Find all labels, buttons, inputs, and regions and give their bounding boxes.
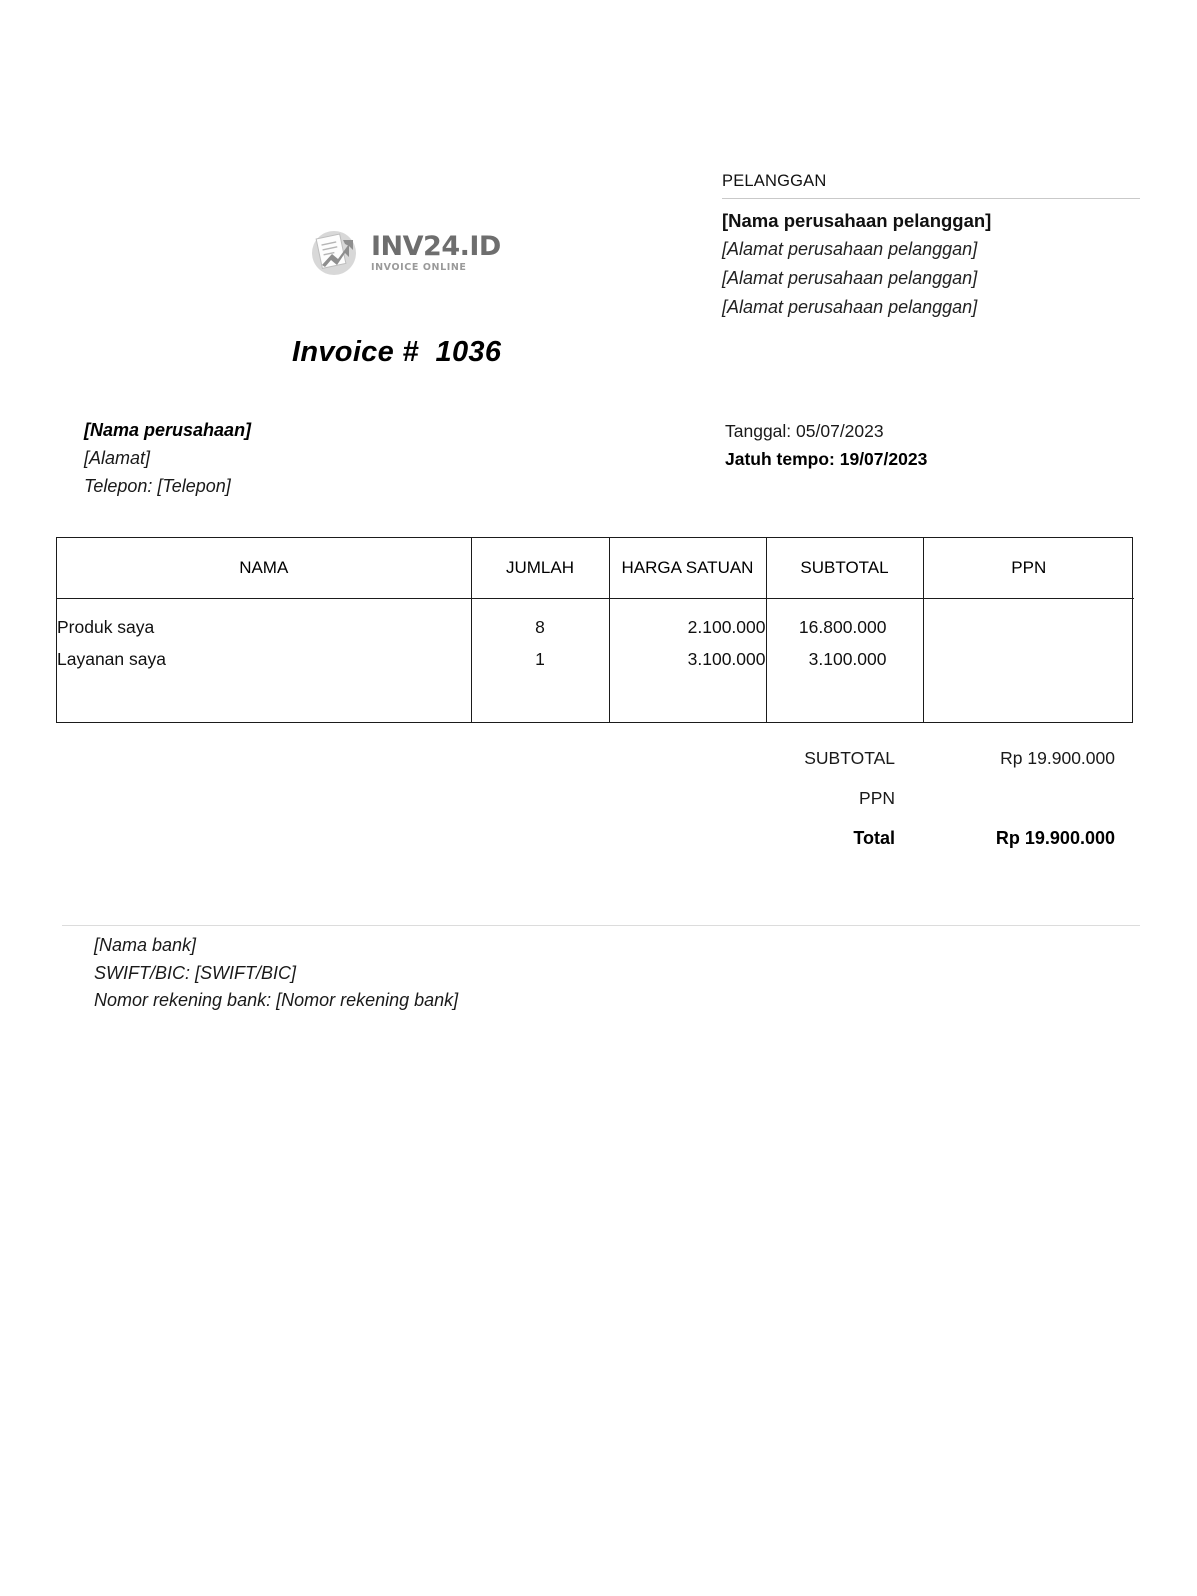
item-subtotal: 16.800.000 (798, 617, 887, 637)
cell-jumlah-group (471, 599, 609, 723)
item-name: Produk saya (57, 617, 155, 637)
item-unit-price: 3.100.000 (687, 648, 766, 669)
item-quantity: 8 (535, 617, 545, 637)
dates-block (725, 417, 1145, 474)
column-header-ppn: PPN (923, 538, 1134, 599)
cell-ppn-group (923, 599, 1134, 723)
subtotal-label: SUBTOTAL (804, 748, 895, 768)
customer-heading: PELANGGAN (722, 172, 827, 190)
invoice-title: Invoice # 1036 (292, 336, 502, 368)
column-header-jumlah: JUMLAH (471, 538, 609, 599)
footer-divider (62, 925, 1140, 926)
bank-name: [Nama bank] (94, 935, 197, 955)
column-header-subtotal: SUBTOTAL (766, 538, 923, 599)
bank-swift: SWIFT/BIC: [SWIFT/BIC] (94, 962, 296, 983)
brand-tagline: INVOICE ONLINE (371, 262, 467, 274)
items-table (56, 537, 1133, 723)
cell-subtotal-group (766, 599, 923, 723)
customer-divider (722, 198, 1140, 199)
totals-row-subtotal (700, 748, 1115, 788)
customer-company: [Nama perusahaan pelanggan] (722, 210, 992, 231)
customer-block (722, 172, 1142, 322)
sender-address: [Alamat] (84, 447, 151, 468)
totals-row-total (700, 828, 1115, 868)
cell-nama-group (57, 599, 471, 723)
sender-company: [Nama perusahaan] (84, 420, 252, 440)
bank-details-block (94, 932, 794, 1015)
document-arrow-up-icon (305, 224, 363, 282)
customer-address-line: [Alamat perusahaan pelanggan] (722, 238, 978, 259)
total-label: Total (853, 828, 895, 848)
brand-name: INV24.ID (371, 231, 501, 263)
totals-row-ppn (700, 788, 1115, 828)
total-value: Rp 19.900.000 (995, 828, 1115, 848)
column-header-nama: NAMA (57, 538, 471, 599)
ppn-label: PPN (859, 788, 895, 808)
issue-date: Tanggal: 05/07/2023 (725, 421, 884, 441)
item-quantity: 1 (535, 648, 545, 669)
due-date: Jatuh tempo: 19/07/2023 (725, 449, 928, 470)
column-header-harga-satuan: HARGA SATUAN (609, 538, 766, 599)
cell-harga-group (609, 599, 766, 723)
table-row (57, 599, 1134, 723)
item-unit-price: 2.100.000 (687, 617, 766, 637)
subtotal-value: Rp 19.900.000 (1000, 748, 1115, 768)
bank-account-number: Nomor rekening bank: [Nomor rekening bank] (94, 990, 459, 1011)
item-name: Layanan saya (57, 648, 166, 669)
totals-block (700, 748, 1115, 868)
item-subtotal: 3.100.000 (808, 648, 887, 669)
table-header-row (57, 538, 1134, 599)
sender-block (84, 417, 464, 501)
brand-logo-text (371, 233, 501, 273)
customer-address-line: [Alamat perusahaan pelanggan] (722, 297, 978, 318)
sender-phone: Telepon: [Telepon] (84, 475, 231, 496)
customer-address-line: [Alamat perusahaan pelanggan] (722, 267, 978, 288)
brand-logo (305, 222, 505, 284)
